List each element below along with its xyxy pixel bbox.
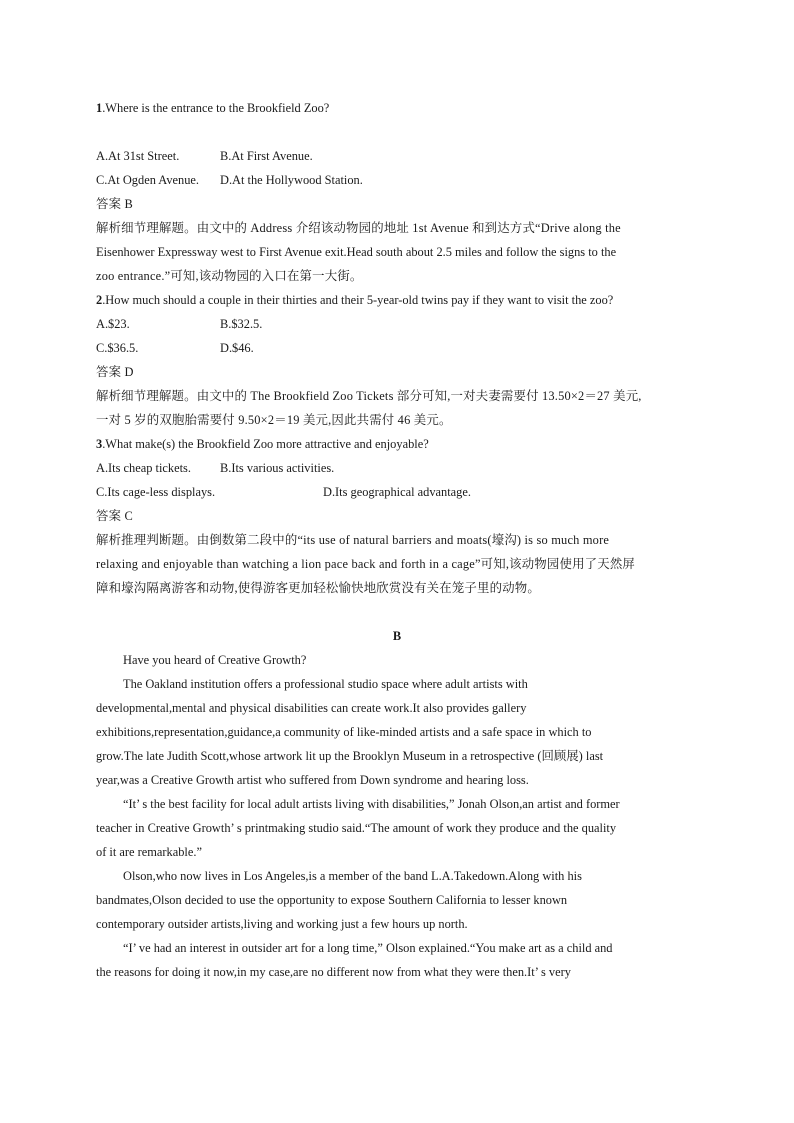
passage-line: Have you heard of Creative Growth? xyxy=(123,653,307,667)
question-3-answer: 答案 C xyxy=(96,509,133,523)
question-1-stem: 1.Where is the entrance to the Brookfield Zoo? xyxy=(96,101,330,115)
passage-line: The Oakland institution offers a professional studio space where adult artists with xyxy=(123,677,528,691)
question-1-option-a: A.At 31st Street. xyxy=(96,149,180,163)
passage-line: developmental,mental and physical disabilities can create work.It also provides gallery xyxy=(96,701,527,715)
question-3-stem: 3.What make(s) the Brookfield Zoo more attractive and enjoyable? xyxy=(96,437,429,451)
question-3-analysis-line: relaxing and enjoyable than watching a lion pace back and forth in a cage”可知,该动物园使用了天然屏 xyxy=(96,557,636,571)
question-2-number: 2 xyxy=(96,293,103,307)
question-1-option-b: B.At First Avenue. xyxy=(220,149,313,163)
question-2-option-a: A.$23. xyxy=(96,317,130,331)
question-2-option-c: C.$36.5. xyxy=(96,341,139,355)
question-1-number: 1 xyxy=(96,101,103,115)
question-1-analysis-line: Eisenhower Expressway west to First Avenue exit.Head south about 2.5 miles and follow the signs to the xyxy=(96,245,617,259)
passage-line: “It’ s the best facility for local adult artists living with disabilities,” Jonah Olson,an artist and former xyxy=(123,797,620,811)
question-3-option-b: B.Its various activities. xyxy=(220,461,335,475)
question-2-analysis-line: 解析细节理解题。由文中的 The Brookfield Zoo Tickets 部分可知,一对夫妻需要付 13.50×2＝27 美元, xyxy=(96,389,642,403)
passage-line: contemporary outsider artists,living and working just a few hours up north. xyxy=(96,917,468,931)
question-1-answer: 答案 B xyxy=(96,197,133,211)
passage-line: teacher in Creative Growth’ s printmaking studio said.“The amount of work they produce and the quality xyxy=(96,821,617,835)
passage-line: of it are remarkable.” xyxy=(96,845,202,859)
passage-line: Olson,who now lives in Los Angeles,is a member of the band L.A.Takedown.Along with his xyxy=(123,869,582,883)
question-3-option-a: A.Its cheap tickets. xyxy=(96,461,191,475)
question-1-analysis-line: 解析细节理解题。由文中的 Address 介绍该动物园的地址 1st Avenue 和到达方式“Drive along the xyxy=(96,221,621,235)
question-2-answer: 答案 D xyxy=(96,365,134,379)
question-3-option-d: D.Its geographical advantage. xyxy=(323,485,471,499)
question-2-stem: 2.How much should a couple in their thirties and their 5-year-old twins pay if they want to visit the zoo? xyxy=(96,293,614,307)
section-title: B xyxy=(392,629,402,643)
question-1-analysis-line: zoo entrance.”可知,该动物园的入口在第一大街。 xyxy=(96,269,363,283)
passage-line: the reasons for doing it now,in my case,are no different now from what they were then.It’ s very xyxy=(96,965,571,979)
passage-line: bandmates,Olson decided to use the opportunity to expose Southern California to lesser known xyxy=(96,893,568,907)
question-3-analysis-line: 解析推理判断题。由倒数第二段中的“its use of natural barriers and moats(壕沟) is so much more xyxy=(96,533,610,547)
question-2-analysis-line: 一对 5 岁的双胞胎需要付 9.50×2＝19 美元,因此共需付 46 美元。 xyxy=(96,413,452,427)
question-2-option-d: D.$46. xyxy=(220,341,254,355)
passage-line: “I’ ve had an interest in outsider art for a long time,” Olson explained.“You make art as a child and xyxy=(123,941,613,955)
passage-line: grow.The late Judith Scott,whose artwork lit up the Brooklyn Museum in a retrospective (回顾展) last xyxy=(96,749,604,763)
question-3-number: 3 xyxy=(96,437,103,451)
question-1-option-d: D.At the Hollywood Station. xyxy=(220,173,363,187)
question-3-option-c: C.Its cage-less displays. xyxy=(96,485,216,499)
passage-line: exhibitions,representation,guidance,a community of like-minded artists and a safe space in which to xyxy=(96,725,592,739)
question-1-option-c: C.At Ogden Avenue. xyxy=(96,173,200,187)
question-2-option-b: B.$32.5. xyxy=(220,317,263,331)
passage-line: year,was a Creative Growth artist who suffered from Down syndrome and hearing loss. xyxy=(96,773,529,787)
question-3-analysis-line: 障和壕沟隔离游客和动物,使得游客更加轻松愉快地欣赏没有关在笼子里的动物。 xyxy=(96,581,540,595)
